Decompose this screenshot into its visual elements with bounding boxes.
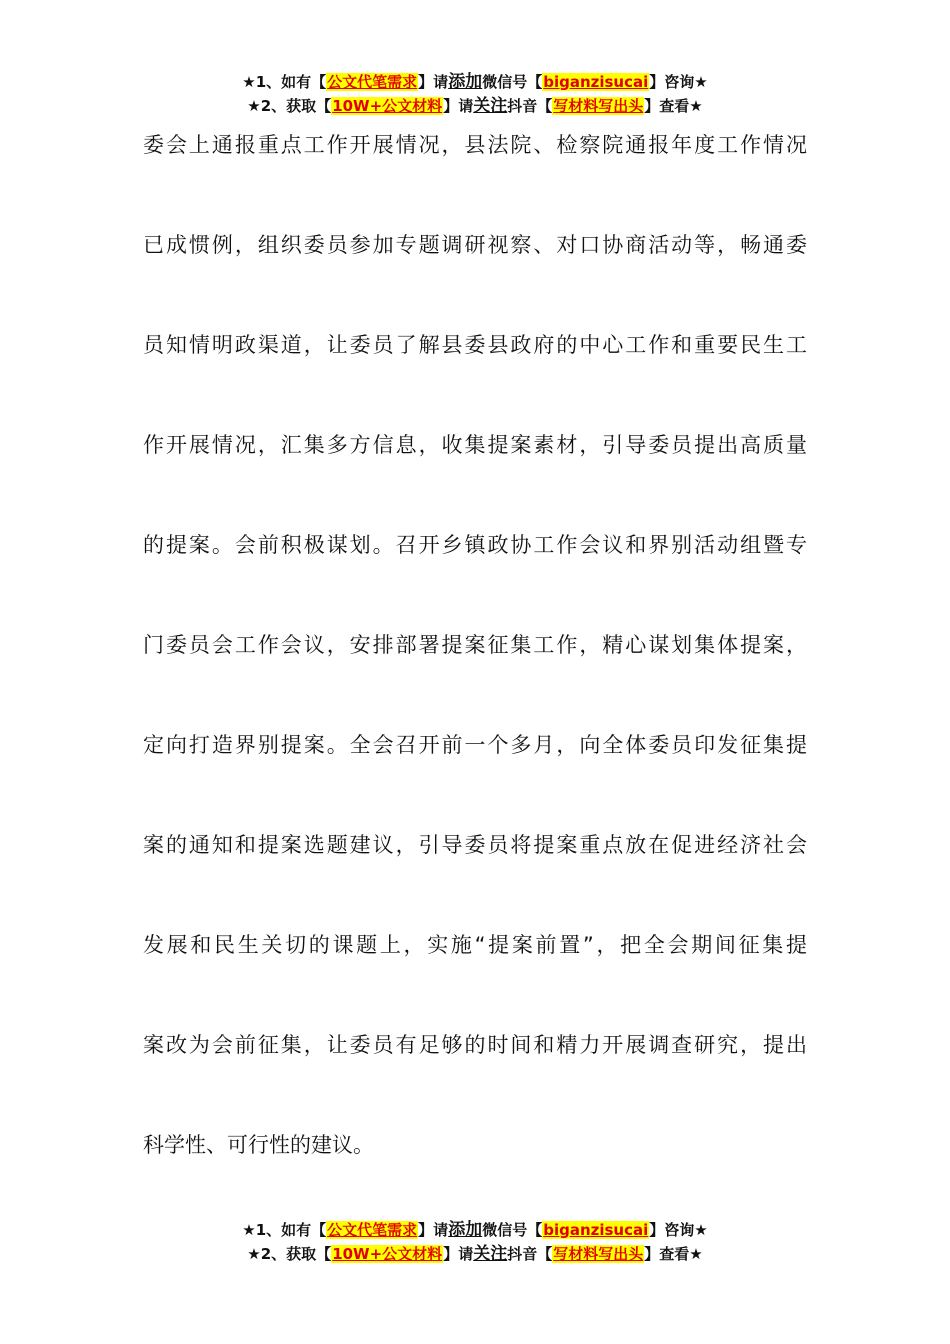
banner-line-2 bbox=[0, 94, 950, 118]
banner-emphasis: 关注 bbox=[473, 96, 508, 116]
paragraph-line: 定向打造界别提案。全会召开前一个多月，向全体委员印发征集提 bbox=[143, 733, 807, 757]
paragraph-line: 门委员会工作会议，安排部署提案征集工作，精心谋划集体提案， bbox=[143, 633, 807, 657]
banner-text: 】查看★ bbox=[644, 1245, 703, 1263]
highlight-wechat-id: biganzisucai bbox=[543, 73, 649, 91]
paragraph-line: 发展和民生关切的课题上，实施“提案前置”，把全会期间征集提 bbox=[143, 933, 807, 957]
banner-line-1 bbox=[0, 70, 950, 94]
banner-text: 微信号【 bbox=[482, 73, 543, 91]
highlight-materials: 10W+公文材料 bbox=[332, 1245, 443, 1263]
highlight-wechat-id: biganzisucai bbox=[543, 1221, 649, 1239]
banner-text: 】请 bbox=[418, 1221, 449, 1239]
banner-text: ★1、如有【 bbox=[242, 1221, 327, 1239]
banner-text: 抖音【 bbox=[507, 1245, 553, 1263]
banner-text: 】咨询★ bbox=[649, 1221, 708, 1239]
banner-text: 】查看★ bbox=[644, 97, 703, 115]
banner-text: ★2、获取【 bbox=[247, 97, 332, 115]
banner-line-1 bbox=[0, 1218, 950, 1242]
banner-emphasis: 添加 bbox=[448, 1220, 483, 1240]
paragraph-line: 案的通知和提案选题建议，引导委员将提案重点放在促进经济社会 bbox=[143, 833, 807, 857]
paragraph-line: 委会上通报重点工作开展情况，县法院、检察院通报年度工作情况 bbox=[143, 133, 807, 157]
banner-text: 微信号【 bbox=[482, 1221, 543, 1239]
banner-emphasis: 添加 bbox=[448, 72, 483, 92]
banner-text: 】请 bbox=[443, 1245, 474, 1263]
highlight-douyin-id: 写材料写出头 bbox=[553, 97, 644, 115]
bottom-banner bbox=[0, 1218, 950, 1266]
banner-text: 】咨询★ bbox=[649, 73, 708, 91]
banner-text: 抖音【 bbox=[507, 97, 553, 115]
document-body bbox=[143, 125, 807, 1225]
highlight-douyin-id: 写材料写出头 bbox=[553, 1245, 644, 1263]
banner-text: ★1、如有【 bbox=[242, 73, 327, 91]
paragraph-line: 科学性、可行性的建议。 bbox=[143, 1133, 374, 1157]
banner-text: 】请 bbox=[418, 73, 449, 91]
paragraph-line: 作开展情况，汇集多方信息，收集提案素材，引导委员提出高质量 bbox=[143, 433, 807, 457]
highlight-service: 公文代笔需求 bbox=[327, 73, 418, 91]
paragraph-line: 的提案。会前积极谋划。召开乡镇政协工作会议和界别活动组暨专 bbox=[143, 533, 807, 557]
banner-text: 】请 bbox=[443, 97, 474, 115]
paragraph-line: 员知情明政渠道，让委员了解县委县政府的中心工作和重要民生工 bbox=[143, 333, 807, 357]
paragraph-line: 已成惯例，组织委员参加专题调研视察、对口协商活动等，畅通委 bbox=[143, 233, 807, 257]
top-banner bbox=[0, 70, 950, 118]
banner-emphasis: 关注 bbox=[473, 1244, 508, 1264]
paragraph-line: 案改为会前征集，让委员有足够的时间和精力开展调查研究，提出 bbox=[143, 1033, 807, 1057]
banner-text: ★2、获取【 bbox=[247, 1245, 332, 1263]
banner-line-2 bbox=[0, 1242, 950, 1266]
highlight-materials: 10W+公文材料 bbox=[332, 97, 443, 115]
highlight-service: 公文代笔需求 bbox=[327, 1221, 418, 1239]
